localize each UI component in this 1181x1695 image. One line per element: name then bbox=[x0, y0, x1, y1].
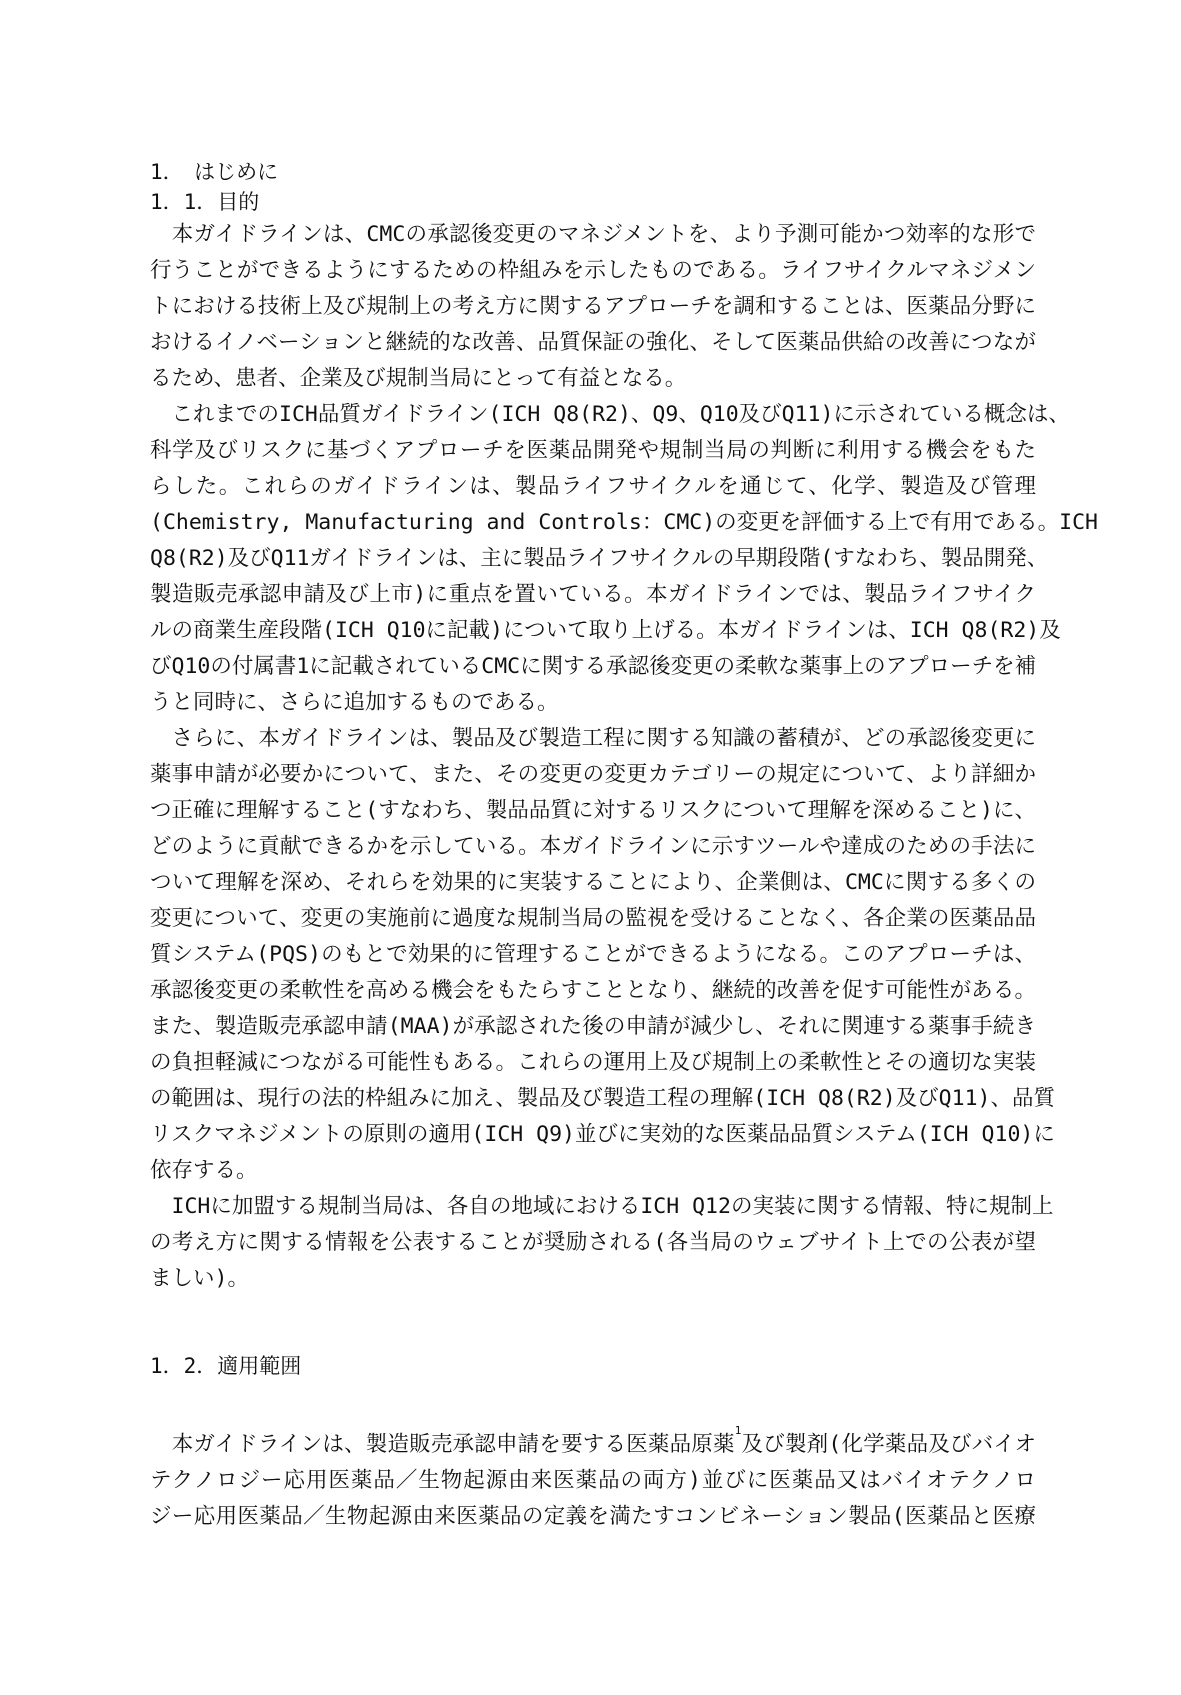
paragraph-line: 依存する。 bbox=[150, 1158, 258, 1183]
footnote-reference[interactable]: 1 bbox=[734, 1424, 742, 1437]
paragraph-line: さらに、本ガイドラインは、製品及び製造工程に関する知識の蓄積が、どの承認後変更に bbox=[150, 726, 1036, 751]
purpose-body bbox=[150, 217, 1098, 1297]
paragraph bbox=[150, 217, 1036, 397]
paragraph-line: ついて理解を深め、それらを効果的に実装することにより、企業側は、CMCに関する多くの bbox=[150, 870, 1036, 895]
paragraph-line: ルの商業生産段階(ICH Q10に記載)について取り上げる。本ガイドラインは、ICH Q8(R2)及 bbox=[150, 618, 1061, 643]
paragraph-line: 本ガイドラインは、CMCの承認後変更のマネジメントを、より予測可能かつ効率的な形で bbox=[150, 222, 1036, 247]
paragraph-line: 質システム(PQS)のもとで効果的に管理することができるようになる。このアプローチは、 bbox=[150, 942, 1036, 967]
paragraph bbox=[150, 397, 1098, 721]
paragraph-line: トにおける技術上及び規制上の考え方に関するアプローチを調和することは、医薬品分野に bbox=[150, 294, 1036, 319]
paragraph-line: ICHに加盟する規制当局は、各自の地域におけるICH Q12の実装に関する情報、特に規制上 bbox=[150, 1194, 1054, 1219]
paragraph-line: 科学及びリスクに基づくアプローチを医薬品開発や規制当局の判断に利用する機会をもた bbox=[150, 438, 1036, 463]
paragraph-line: (Chemistry, Manufacturing and Controls：CMC)の変更を評価する上で有用である。ICH bbox=[150, 510, 1098, 535]
paragraph-line: テクノロジー応用医薬品／生物起源由来医薬品の両方)並びに医薬品又はバイオテクノロ bbox=[150, 1468, 1036, 1493]
paragraph bbox=[150, 1189, 1054, 1297]
paragraph-line: 変更について、変更の実施前に過度な規制当局の監視を受けることなく、各企業の医薬品品 bbox=[150, 906, 1036, 931]
paragraph-line: 行うことができるようにするための枠組みを示したものである。ライフサイクルマネジメン bbox=[150, 258, 1036, 283]
paragraph-line: びQ10の付属書1に記載されているCMCに関する承認後変更の柔軟な薬事上のアプローチを補 bbox=[150, 654, 1037, 679]
subsection-heading-scope: 1．2．適用範囲 bbox=[150, 1354, 302, 1378]
paragraph-line: の範囲は、現行の法的枠組みに加え、製品及び製造工程の理解(ICH Q8(R2)及びQ11)、品質 bbox=[150, 1086, 1055, 1111]
scope-paragraph bbox=[150, 1424, 1036, 1535]
paragraph-line: リスクマネジメントの原則の適用(ICH Q9)並びに実効的な医薬品品質システム(ICH Q10)に bbox=[150, 1122, 1055, 1147]
paragraph-line: おけるイノベーションと継続的な改善、品質保証の強化、そして医薬品供給の改善につなが bbox=[150, 330, 1036, 355]
paragraph-line: 製造販売承認申請及び上市)に重点を置いている。本ガイドラインでは、製品ライフサイク bbox=[150, 582, 1036, 607]
paragraph-line: Q8(R2)及びQ11ガイドラインは、主に製品ライフサイクルの早期段階(すなわち、製品開発、 bbox=[150, 546, 1049, 571]
paragraph-line: どのように貢献できるかを示している。本ガイドラインに示すツールや達成のための手法に bbox=[150, 834, 1036, 859]
section-heading-introduction: 1． はじめに bbox=[150, 160, 279, 184]
line-text: 及び製剤(化学薬品及びバイオ bbox=[741, 1432, 1036, 1457]
paragraph bbox=[150, 721, 1055, 1189]
paragraph-line: ジー応用医薬品／生物起源由来医薬品の定義を満たすコンビネーション製品(医薬品と医療 bbox=[150, 1504, 1036, 1529]
document-page bbox=[150, 157, 1098, 1535]
paragraph-line: の考え方に関する情報を公表することが奨励される(各当局のウェブサイト上での公表が望 bbox=[150, 1230, 1036, 1255]
paragraph-line: らした。これらのガイドラインは、製品ライフサイクルを通じて、化学、製造及び管理 bbox=[150, 474, 1036, 499]
paragraph-line: るため、患者、企業及び規制当局にとって有益となる。 bbox=[150, 366, 687, 391]
paragraph-line: ましい)。 bbox=[150, 1266, 249, 1291]
paragraph-line: 承認後変更の柔軟性を高める機会をもたらすこととなり、継続的改善を促す可能性がある。 bbox=[150, 978, 1036, 1003]
paragraph-line: これまでのICH品質ガイドライン(ICH Q8(R2)、Q9、Q10及びQ11)に示されている概念は、 bbox=[150, 402, 1070, 427]
subsection-heading-purpose: 1．1．目的 bbox=[150, 190, 260, 214]
paragraph-line: 薬事申請が必要かについて、また、その変更の変更カテゴリーの規定について、より詳細か bbox=[150, 762, 1036, 787]
paragraph-line: また、製造販売承認申請(MAA)が承認された後の申請が減少し、それに関連する薬事手続き bbox=[150, 1014, 1036, 1039]
paragraph-line: の負担軽減につながる可能性もある。これらの運用上及び規制上の柔軟性とその適切な実装 bbox=[150, 1050, 1036, 1075]
paragraph-line: うと同時に、さらに追加するものである。 bbox=[150, 690, 559, 715]
line-text: 本ガイドラインは、製造販売承認申請を要する医薬品原薬 bbox=[150, 1432, 735, 1457]
paragraph-line: つ正確に理解すること(すなわち、製品品質に対するリスクについて理解を深めること)に、 bbox=[150, 798, 1036, 823]
paragraph-line bbox=[150, 1424, 1036, 1463]
